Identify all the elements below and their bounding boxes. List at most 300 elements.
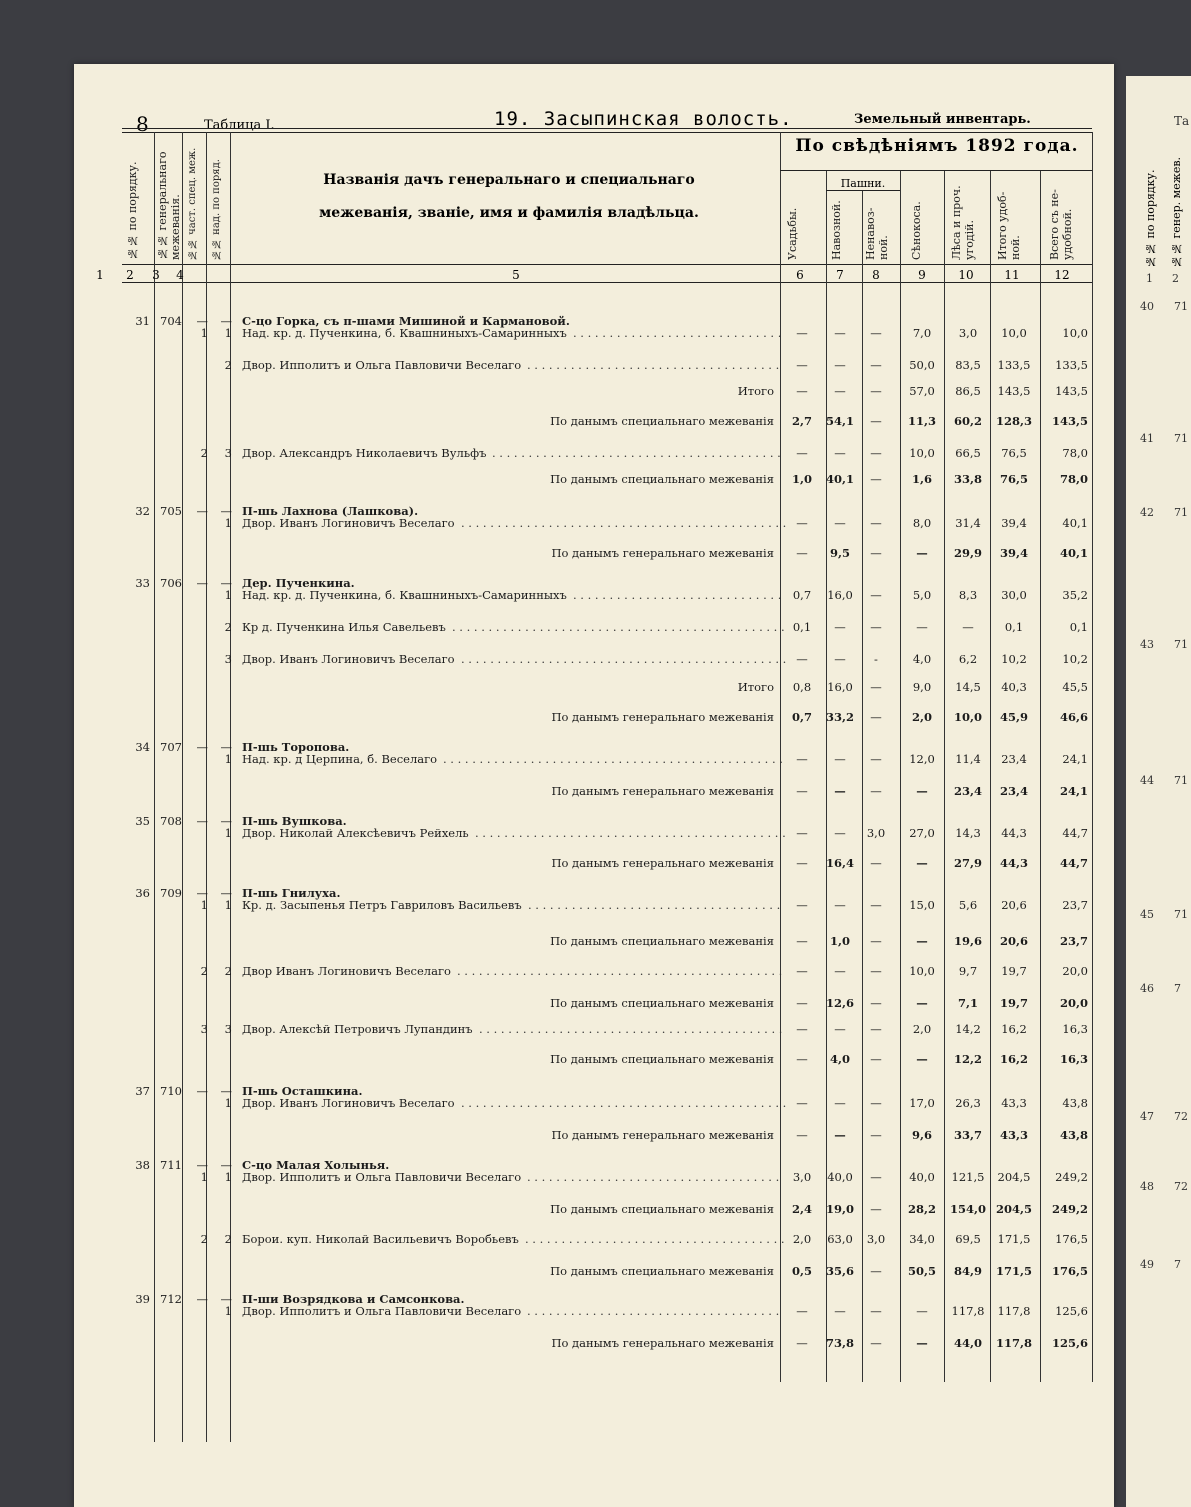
col-divider bbox=[1040, 170, 1041, 1382]
leader-dots: . . . . . . . . . . . . . . . . . . . . . . . . . . . . . . . . . . . . . . . . . . . . . bbox=[461, 516, 787, 530]
cell-v7: 9,5 bbox=[829, 546, 850, 560]
cell-v6: — bbox=[796, 784, 808, 798]
column-number: 8 bbox=[872, 268, 880, 282]
cell-v7: 54,1 bbox=[825, 414, 854, 428]
subtotal-label: По данымъ специальнаго межеванія bbox=[550, 934, 774, 948]
row-c4: — bbox=[220, 576, 232, 590]
row-c3: 1 bbox=[200, 898, 208, 912]
subtotal-label: По данымъ генеральнаго межеванія bbox=[551, 856, 774, 870]
cell-v8: 3,0 bbox=[866, 826, 886, 840]
cell-v12: 125,6 bbox=[1051, 1336, 1088, 1350]
cell-v6: — bbox=[796, 996, 808, 1010]
next-col-num: 2 bbox=[1172, 272, 1179, 285]
cell-v9: 2,0 bbox=[911, 710, 932, 724]
cell-v6: 2,4 bbox=[791, 1202, 812, 1216]
row-c1: 39 bbox=[135, 1292, 150, 1306]
subtotal-label: По данымъ специальнаго межеванія bbox=[550, 1264, 774, 1278]
table-row bbox=[122, 472, 1092, 488]
table-row bbox=[122, 964, 1092, 980]
estate-name: С-цо Горка, съ п-шами Мишиной и Кармановой. bbox=[242, 314, 570, 328]
row-c4: — bbox=[220, 814, 232, 828]
cell-v11: 204,5 bbox=[997, 1170, 1031, 1184]
table-row bbox=[122, 1170, 1092, 1186]
owner-name: Двор. Иванъ Логиновичъ Веселаго bbox=[242, 516, 455, 530]
cell-v6: — bbox=[796, 326, 808, 340]
cell-v11: 44,3 bbox=[1001, 826, 1027, 840]
leader-dots: . . . . . . . . . . . . . . . . . . . . . . . . . . . . . . . . . . . . . . . . . . . . . . . bbox=[443, 752, 783, 766]
cell-v12: 20,0 bbox=[1059, 996, 1088, 1010]
column-number: 2 bbox=[126, 268, 134, 282]
cell-v11: 19,7 bbox=[999, 996, 1028, 1010]
subtotal-label: По данымъ генеральнаго межеванія bbox=[551, 1128, 774, 1142]
cell-v9: 57,0 bbox=[909, 384, 935, 398]
owner-name: Двор. Иванъ Логиновичъ Веселаго bbox=[242, 1096, 455, 1110]
cell-v7: 16,0 bbox=[827, 588, 853, 602]
cell-v8: — bbox=[870, 384, 882, 398]
owner-name: Над. кр. д Церпина, б. Веселаго bbox=[242, 752, 438, 766]
leader-dots: . . . . . . . . . . . . . . . . . . . . . . . . . . . . . bbox=[573, 588, 782, 602]
owner-name: Двор. Николай Алексѣевичъ Рейхель bbox=[242, 826, 469, 840]
owner-name: Кр д. Пученкина Илья Савельевъ bbox=[242, 620, 446, 634]
subtotal-label: По данымъ специальнаго межеванія bbox=[550, 1052, 774, 1066]
cell-v10: — bbox=[962, 620, 974, 634]
table-row bbox=[122, 996, 1092, 1012]
cell-v6: 1,0 bbox=[791, 472, 812, 486]
cell-v12: 16,3 bbox=[1059, 1052, 1088, 1066]
row-c1: 37 bbox=[135, 1084, 150, 1098]
column-number: 3 bbox=[152, 268, 160, 282]
row-c2: 705 bbox=[160, 504, 182, 518]
cell-v7: — bbox=[834, 384, 846, 398]
cell-v11: 40,3 bbox=[1001, 680, 1027, 694]
cell-v12: 16,3 bbox=[1062, 1022, 1088, 1036]
cell-v8: — bbox=[870, 1304, 882, 1318]
cell-v6: — bbox=[796, 1096, 808, 1110]
cell-v8: — bbox=[870, 856, 882, 870]
cell-v8: — bbox=[870, 1264, 882, 1278]
leader-dots: . . . . . . . . . . . . . . . . . . . . . . . . . . . . . . . . . . . . . . . . . . . bbox=[475, 826, 786, 840]
cell-v12: 23,7 bbox=[1059, 934, 1088, 948]
leader-dots: . . . . . . . . . . . . . . . . . . . . . . . . . . . . . . . . . . . . . . . . . . . . . bbox=[461, 1096, 787, 1110]
col-title-senokos: Сѣнокоса. bbox=[910, 201, 923, 260]
cell-v12: 249,2 bbox=[1055, 1170, 1088, 1184]
cell-v10: 5,6 bbox=[958, 898, 978, 912]
cell-v7: 1,0 bbox=[829, 934, 850, 948]
cell-v12: 45,5 bbox=[1062, 680, 1088, 694]
cell-v7: 33,2 bbox=[825, 710, 854, 724]
cell-v7: 16,4 bbox=[825, 856, 854, 870]
estate-name: П-шь Вушкова. bbox=[242, 814, 347, 828]
cell-v8: — bbox=[870, 326, 882, 340]
next-col-general: №№ генер. межев. bbox=[1170, 156, 1183, 268]
next-row-code: 72 bbox=[1174, 1180, 1188, 1193]
page-number: 8 bbox=[136, 112, 149, 136]
owner-name: Двор. Ипполитъ и Ольга Павловичи Веселаго bbox=[242, 1170, 522, 1184]
cell-v9: 17,0 bbox=[909, 1096, 935, 1110]
cell-v12: 176,5 bbox=[1051, 1264, 1088, 1278]
cell-v7: — bbox=[834, 826, 846, 840]
row-c4: 1 bbox=[224, 752, 232, 766]
cell-v6: 2,0 bbox=[792, 1232, 812, 1246]
cell-v8: — bbox=[870, 1022, 882, 1036]
cell-v11: 23,4 bbox=[999, 784, 1028, 798]
col-title-itogo: Итого удоб-ной. bbox=[996, 191, 1022, 260]
cell-v10: 121,5 bbox=[951, 1170, 985, 1184]
cell-v11: 19,7 bbox=[1001, 964, 1027, 978]
row-c2: 704 bbox=[160, 314, 182, 328]
cell-v12: 78,0 bbox=[1059, 472, 1088, 486]
cell-v6: — bbox=[796, 446, 808, 460]
cell-v11: 76,5 bbox=[1001, 446, 1027, 460]
estate-name: П-ши Возрядкова и Самсонкова. bbox=[242, 1292, 465, 1306]
leader-dots: . . . . . . . . . . . . . . . . . . . . . . . . . . . . . bbox=[573, 326, 782, 340]
table-row bbox=[122, 752, 1092, 768]
table-label: Таблица I. bbox=[204, 118, 275, 133]
col-divider bbox=[990, 170, 991, 1382]
leader-dots: . . . . . . . . . . . . . . . . . . . . . . . . . . . . . . . . . . . bbox=[527, 1304, 780, 1318]
source-rule bbox=[780, 170, 1092, 171]
row-c2: 709 bbox=[160, 886, 182, 900]
cell-v11: 39,4 bbox=[999, 546, 1028, 560]
cell-v8: — bbox=[870, 1096, 882, 1110]
cell-v9: 7,0 bbox=[912, 326, 932, 340]
table-row bbox=[122, 358, 1092, 374]
row-c3: — bbox=[196, 814, 208, 828]
row-c1: 32 bbox=[135, 504, 150, 518]
cell-v11: 117,8 bbox=[997, 1304, 1031, 1318]
row-c3: — bbox=[196, 504, 208, 518]
cell-v9: — bbox=[916, 546, 928, 560]
subtotal-label: Итого bbox=[737, 384, 774, 398]
owner-name: Борои. куп. Николай Васильевичъ Воробьевъ bbox=[242, 1232, 519, 1246]
cell-v7: — bbox=[834, 326, 846, 340]
cell-v10: 8,3 bbox=[958, 588, 978, 602]
source-title: По свѣдѣніямъ 1892 года. bbox=[795, 136, 1079, 156]
cell-v12: 133,5 bbox=[1055, 358, 1088, 372]
cell-v10: 60,2 bbox=[953, 414, 982, 428]
row-c3: — bbox=[196, 1292, 208, 1306]
estate-name: Дер. Пученкина. bbox=[242, 576, 355, 590]
cell-v12: 20,0 bbox=[1062, 964, 1088, 978]
next-row-number: 40 bbox=[1140, 300, 1154, 313]
table-row bbox=[122, 1264, 1092, 1280]
cell-v10: 33,8 bbox=[953, 472, 982, 486]
next-row-number: 43 bbox=[1140, 638, 1154, 651]
row-c4: 2 bbox=[224, 964, 232, 978]
cell-v7: — bbox=[834, 964, 846, 978]
cell-v11: 128,3 bbox=[996, 414, 1033, 428]
next-row-number: 44 bbox=[1140, 774, 1154, 787]
cell-v11: 39,4 bbox=[1001, 516, 1027, 530]
subtotal-label: По данымъ специальнаго межеванія bbox=[550, 414, 774, 428]
cell-v9: 9,0 bbox=[912, 680, 932, 694]
cell-v10: 23,4 bbox=[953, 784, 982, 798]
next-col-order: №№ по порядку. bbox=[1144, 169, 1157, 268]
subtotal-label: По данымъ генеральнаго межеванія bbox=[551, 784, 774, 798]
cell-v10: 84,9 bbox=[953, 1264, 982, 1278]
col-title-usadby: Усадьбы. bbox=[786, 207, 799, 260]
subtotal-label: По данымъ специальнаго межеванія bbox=[550, 996, 774, 1010]
cell-v12: 78,0 bbox=[1062, 446, 1088, 460]
col-divider bbox=[1092, 132, 1093, 1382]
row-c3: 2 bbox=[200, 1232, 208, 1246]
cell-v10: 6,2 bbox=[958, 652, 978, 666]
cell-v6: — bbox=[796, 964, 808, 978]
table-row bbox=[122, 826, 1092, 842]
table-row bbox=[122, 446, 1092, 462]
row-c3: — bbox=[196, 576, 208, 590]
cell-v6: 0,7 bbox=[791, 710, 812, 724]
cell-v8: — bbox=[870, 588, 882, 602]
cell-v6: — bbox=[796, 934, 808, 948]
next-row-number: 47 bbox=[1140, 1110, 1154, 1123]
cell-v7: — bbox=[834, 1304, 846, 1318]
cell-v6: — bbox=[796, 384, 808, 398]
cell-v7: 12,6 bbox=[825, 996, 854, 1010]
cell-v8: — bbox=[870, 898, 882, 912]
cell-v6: — bbox=[796, 826, 808, 840]
cell-v9: 15,0 bbox=[909, 898, 935, 912]
cell-v10: 33,7 bbox=[953, 1128, 982, 1142]
row-c4: 1 bbox=[224, 1304, 232, 1318]
row-c3: 1 bbox=[200, 1170, 208, 1184]
col-title-navoz: Навозной. bbox=[830, 200, 843, 260]
cell-v6: 3,0 bbox=[792, 1170, 812, 1184]
next-row-code: 71 bbox=[1174, 638, 1188, 651]
cell-v7: 19,0 bbox=[825, 1202, 854, 1216]
cell-v9: 8,0 bbox=[912, 516, 932, 530]
cell-v7: 4,0 bbox=[829, 1052, 850, 1066]
cell-v8: — bbox=[870, 996, 882, 1010]
cell-v9: — bbox=[916, 620, 928, 634]
row-c4: — bbox=[220, 504, 232, 518]
table-row bbox=[122, 516, 1092, 532]
cell-v6: — bbox=[796, 1336, 808, 1350]
cell-v7: 40,0 bbox=[827, 1170, 853, 1184]
cell-v8: — bbox=[870, 934, 882, 948]
owner-name: Над. кр. д. Пученкина, б. Квашниныхъ-Самаринныхъ bbox=[242, 326, 567, 340]
leader-dots: . . . . . . . . . . . . . . . . . . . . . . . . . . . . . . . . . . . . . . . . . . . . . bbox=[461, 652, 787, 666]
cell-v7: — bbox=[834, 652, 846, 666]
row-c4: 1 bbox=[224, 1170, 232, 1184]
row-c1: 34 bbox=[135, 740, 150, 754]
cell-v12: 125,6 bbox=[1055, 1304, 1088, 1318]
next-row-code: 71 bbox=[1174, 908, 1188, 921]
cell-v9: — bbox=[916, 996, 928, 1010]
cell-v8: — bbox=[870, 446, 882, 460]
row-c2: 712 bbox=[160, 1292, 182, 1306]
estate-name: П-шь Лахнова (Лашкова). bbox=[242, 504, 419, 518]
row-c3: — bbox=[196, 314, 208, 328]
cell-v7: 40,1 bbox=[825, 472, 854, 486]
cell-v9: 34,0 bbox=[909, 1232, 935, 1246]
owner-name: Двор. Иванъ Логиновичъ Веселаго bbox=[242, 652, 455, 666]
cell-v12: 143,5 bbox=[1051, 414, 1088, 428]
page-header bbox=[74, 104, 1114, 134]
cell-v11: 23,4 bbox=[1001, 752, 1027, 766]
cell-v7: — bbox=[834, 752, 846, 766]
next-col-num: 1 bbox=[1146, 272, 1153, 285]
cell-v8: — bbox=[870, 784, 882, 798]
row-c4: 3 bbox=[224, 446, 232, 460]
leader-dots: . . . . . . . . . . . . . . . . . . . . . . . . . . . . . . . . . . . . . . . . bbox=[492, 446, 781, 460]
row-c3: — bbox=[196, 1084, 208, 1098]
cell-v10: 14,2 bbox=[955, 1022, 981, 1036]
owner-name: Двор Иванъ Логиновичъ Веселаго bbox=[242, 964, 451, 978]
cell-v12: 40,1 bbox=[1062, 516, 1088, 530]
cell-v6: 0,7 bbox=[792, 588, 812, 602]
inventory-label: Земельный инвентарь. bbox=[854, 112, 1031, 127]
column-number: 9 bbox=[918, 268, 926, 282]
cell-v6: — bbox=[796, 1128, 808, 1142]
cell-v6: — bbox=[796, 1304, 808, 1318]
column-number: 6 bbox=[796, 268, 804, 282]
row-c4: 2 bbox=[224, 358, 232, 372]
ledger-page bbox=[74, 64, 1114, 1507]
cell-v11: 45,9 bbox=[999, 710, 1028, 724]
cell-v12: 24,1 bbox=[1062, 752, 1088, 766]
cell-v7: — bbox=[834, 898, 846, 912]
cell-v8: — bbox=[870, 710, 882, 724]
header-rule bbox=[122, 128, 1092, 129]
row-c3: — bbox=[196, 740, 208, 754]
cell-v7: — bbox=[834, 784, 846, 798]
header-rule-2 bbox=[122, 132, 1092, 133]
row-c4: 2 bbox=[224, 620, 232, 634]
cell-v12: 44,7 bbox=[1062, 826, 1088, 840]
cell-v9: — bbox=[916, 1052, 928, 1066]
column-number: 7 bbox=[836, 268, 844, 282]
cell-v9: 27,0 bbox=[909, 826, 935, 840]
table-row bbox=[122, 384, 1092, 400]
col-title-nenavoz: Ненавоз-ной. bbox=[864, 207, 890, 260]
cell-v6: — bbox=[796, 358, 808, 372]
cell-v12: 0,1 bbox=[1069, 620, 1088, 634]
cell-v12: 44,7 bbox=[1059, 856, 1088, 870]
next-row-code: 7 bbox=[1174, 982, 1181, 995]
next-row-number: 49 bbox=[1140, 1258, 1154, 1271]
row-c4: 1 bbox=[224, 588, 232, 602]
next-row-number: 42 bbox=[1140, 506, 1154, 519]
table-row bbox=[122, 784, 1092, 800]
names-title-line1: Названія дачъ генеральнаго и специальнаго bbox=[323, 172, 695, 188]
cell-v6: — bbox=[796, 1052, 808, 1066]
column-number: 12 bbox=[1054, 268, 1070, 282]
cell-v7: — bbox=[834, 446, 846, 460]
cell-v11: 133,5 bbox=[997, 358, 1031, 372]
col-divider bbox=[826, 170, 827, 1382]
cell-v9: 12,0 bbox=[909, 752, 935, 766]
cell-v9: — bbox=[916, 934, 928, 948]
row-c4: — bbox=[220, 1292, 232, 1306]
region-title: 19. Засыпинская волость. bbox=[494, 108, 793, 130]
cell-v9: 4,0 bbox=[912, 652, 932, 666]
cell-v6: — bbox=[796, 652, 808, 666]
next-row-number: 48 bbox=[1140, 1180, 1154, 1193]
row-c2: 706 bbox=[160, 576, 182, 590]
pashni-rule bbox=[826, 190, 900, 191]
table-row bbox=[122, 588, 1092, 604]
table-row bbox=[122, 652, 1092, 668]
table-row bbox=[122, 710, 1092, 726]
cell-v12: 10,2 bbox=[1062, 652, 1088, 666]
cell-v8: — bbox=[870, 414, 882, 428]
cell-v8: — bbox=[870, 1336, 882, 1350]
next-row-number: 45 bbox=[1140, 908, 1154, 921]
row-c4: 1 bbox=[224, 326, 232, 340]
next-row-code: 71 bbox=[1174, 506, 1188, 519]
cell-v9: 10,0 bbox=[909, 446, 935, 460]
table-row bbox=[122, 1096, 1092, 1112]
cell-v11: 20,6 bbox=[999, 934, 1028, 948]
row-c4: — bbox=[220, 1084, 232, 1098]
cell-v8: 3,0 bbox=[866, 1232, 886, 1246]
cell-v6: 0,1 bbox=[792, 620, 812, 634]
cell-v11: 43,3 bbox=[999, 1128, 1028, 1142]
cell-v10: 117,8 bbox=[951, 1304, 985, 1318]
cell-v6: — bbox=[796, 856, 808, 870]
owner-name: Кр. д. Засыпенья Петръ Гавриловъ Васильевъ bbox=[242, 898, 522, 912]
row-c3: 2 bbox=[200, 446, 208, 460]
leader-dots: . . . . . . . . . . . . . . . . . . . . . . . . . . . . . . . . . . . . . . . . . . . . . bbox=[457, 964, 783, 978]
cell-v11: 76,5 bbox=[999, 472, 1028, 486]
row-c4: 1 bbox=[224, 826, 232, 840]
row-c3: 3 bbox=[200, 1022, 208, 1036]
cell-v10: 14,3 bbox=[955, 826, 981, 840]
cell-v7: — bbox=[834, 1096, 846, 1110]
leader-dots: . . . . . . . . . . . . . . . . . . . . . . . . . . . . . . . . . . . . . . . . . . . . . . bbox=[452, 620, 785, 634]
col-title-vsego: Всего съ не-удобной. bbox=[1048, 189, 1074, 260]
cell-v10: 83,5 bbox=[955, 358, 981, 372]
leader-dots: . . . . . . . . . . . . . . . . . . . . . . . . . . . . . . . . . . . bbox=[527, 1170, 780, 1184]
cell-v11: 171,5 bbox=[996, 1264, 1033, 1278]
cell-v11: 30,0 bbox=[1001, 588, 1027, 602]
subtotal-label: Итого bbox=[737, 680, 774, 694]
col-title-les: Лѣса и проч. угодій. bbox=[950, 185, 976, 260]
cell-v10: 27,9 bbox=[953, 856, 982, 870]
row-c4: — bbox=[220, 314, 232, 328]
cell-v9: 5,0 bbox=[912, 588, 932, 602]
row-c4: — bbox=[220, 740, 232, 754]
cell-v7: 16,0 bbox=[827, 680, 853, 694]
cell-v10: 12,2 bbox=[953, 1052, 982, 1066]
row-c2: 707 bbox=[160, 740, 182, 754]
cell-v7: — bbox=[834, 1128, 846, 1142]
row-c4: 2 bbox=[224, 1232, 232, 1246]
cell-v8: — bbox=[870, 516, 882, 530]
cell-v9: 28,2 bbox=[907, 1202, 936, 1216]
table-row bbox=[122, 1232, 1092, 1248]
next-row-code: 71 bbox=[1174, 300, 1188, 313]
cell-v12: 176,5 bbox=[1055, 1232, 1088, 1246]
cell-v7: — bbox=[834, 1022, 846, 1036]
next-row-number: 46 bbox=[1140, 982, 1154, 995]
table-row bbox=[122, 1336, 1092, 1352]
cell-v6: 0,8 bbox=[792, 680, 812, 694]
column-number: 10 bbox=[958, 268, 974, 282]
cell-v10: 10,0 bbox=[953, 710, 982, 724]
table-row bbox=[122, 1202, 1092, 1218]
column-header-rule bbox=[122, 264, 1092, 265]
cell-v8: — bbox=[870, 1202, 882, 1216]
cell-v12: 43,8 bbox=[1059, 1128, 1088, 1142]
row-c3: 2 bbox=[200, 964, 208, 978]
cell-v9: 50,0 bbox=[909, 358, 935, 372]
row-c4: 1 bbox=[224, 516, 232, 530]
row-c4: 1 bbox=[224, 1096, 232, 1110]
cell-v10: 86,5 bbox=[955, 384, 981, 398]
cell-v10: 29,9 bbox=[953, 546, 982, 560]
